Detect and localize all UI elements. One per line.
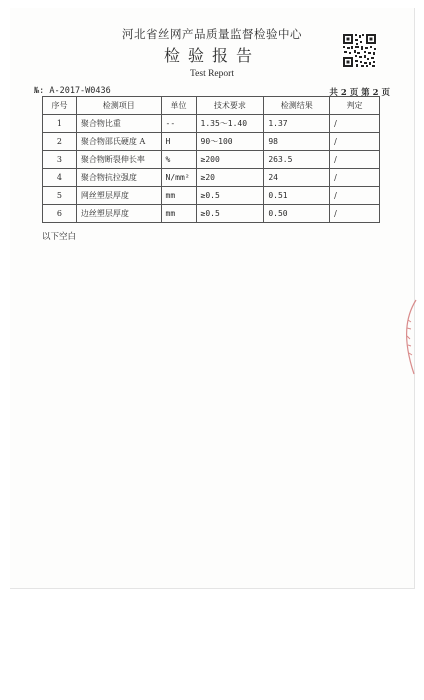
cell-item: 聚合物断裂伸长率 — [76, 151, 161, 169]
cell-unit: N/mm² — [161, 169, 196, 187]
cell-judgement: / — [330, 205, 380, 223]
cell-no: 6 — [43, 205, 77, 223]
cell-result: 263.5 — [264, 151, 330, 169]
results-table — [42, 96, 380, 223]
cell-judgement: / — [330, 151, 380, 169]
table-row — [43, 133, 380, 151]
report-number: №: A-2017-W0436 — [34, 86, 111, 96]
cell-judgement: / — [330, 169, 380, 187]
seal-stamp-mark — [398, 298, 418, 376]
table-row — [43, 115, 380, 133]
cell-unit: % — [161, 151, 196, 169]
cell-no: 1 — [43, 115, 77, 133]
table-row — [43, 205, 380, 223]
cell-requirement: 1.35～1.40 — [196, 115, 264, 133]
cell-requirement: ≥20 — [196, 169, 264, 187]
organization-name: 河北省丝网产品质量监督检验中心 — [122, 27, 302, 41]
cell-no: 3 — [43, 151, 77, 169]
cell-result: 98 — [264, 133, 330, 151]
table-row — [43, 151, 380, 169]
cell-requirement: ≥200 — [196, 151, 264, 169]
table-row — [43, 169, 380, 187]
cell-result: 0.51 — [264, 187, 330, 205]
cell-unit: -- — [161, 115, 196, 133]
report-title: 检验报告 — [163, 46, 260, 65]
cell-no: 4 — [43, 169, 77, 187]
cell-item: 聚合物邵氏硬度 A — [76, 133, 161, 151]
cell-result: 0.50 — [264, 205, 330, 223]
cell-requirement: ≥0.5 — [196, 205, 264, 223]
qr-code-icon — [342, 33, 377, 68]
column-header-judgement: 判定 — [330, 97, 380, 115]
cell-item: 边丝塑层厚度 — [76, 205, 161, 223]
cell-judgement: / — [330, 187, 380, 205]
cell-unit: mm — [161, 205, 196, 223]
column-header-requirement: 技术要求 — [196, 97, 264, 115]
column-header-result: 检测结果 — [264, 97, 330, 115]
cell-judgement: / — [330, 133, 380, 151]
cell-no: 5 — [43, 187, 77, 205]
column-header-no: 序号 — [43, 97, 77, 115]
report-subtitle: Test Report — [190, 69, 234, 79]
cell-unit: H — [161, 133, 196, 151]
column-header-unit: 单位 — [161, 97, 196, 115]
column-header-item: 检测项目 — [76, 97, 161, 115]
cell-judgement: / — [330, 115, 380, 133]
cell-result: 1.37 — [264, 115, 330, 133]
table-header-row — [43, 97, 380, 115]
cell-item: 聚合物比重 — [76, 115, 161, 133]
cell-result: 24 — [264, 169, 330, 187]
table-row — [43, 187, 380, 205]
cell-item: 聚合物抗拉强度 — [76, 169, 161, 187]
cell-requirement: ≥0.5 — [196, 187, 264, 205]
blank-below-note: 以下空白 — [42, 232, 77, 242]
cell-item: 网丝塑层厚度 — [76, 187, 161, 205]
cell-unit: mm — [161, 187, 196, 205]
cell-no: 2 — [43, 133, 77, 151]
page-info: 共 2 页 第 2 页 — [329, 88, 390, 98]
cell-requirement: 90～100 — [196, 133, 264, 151]
